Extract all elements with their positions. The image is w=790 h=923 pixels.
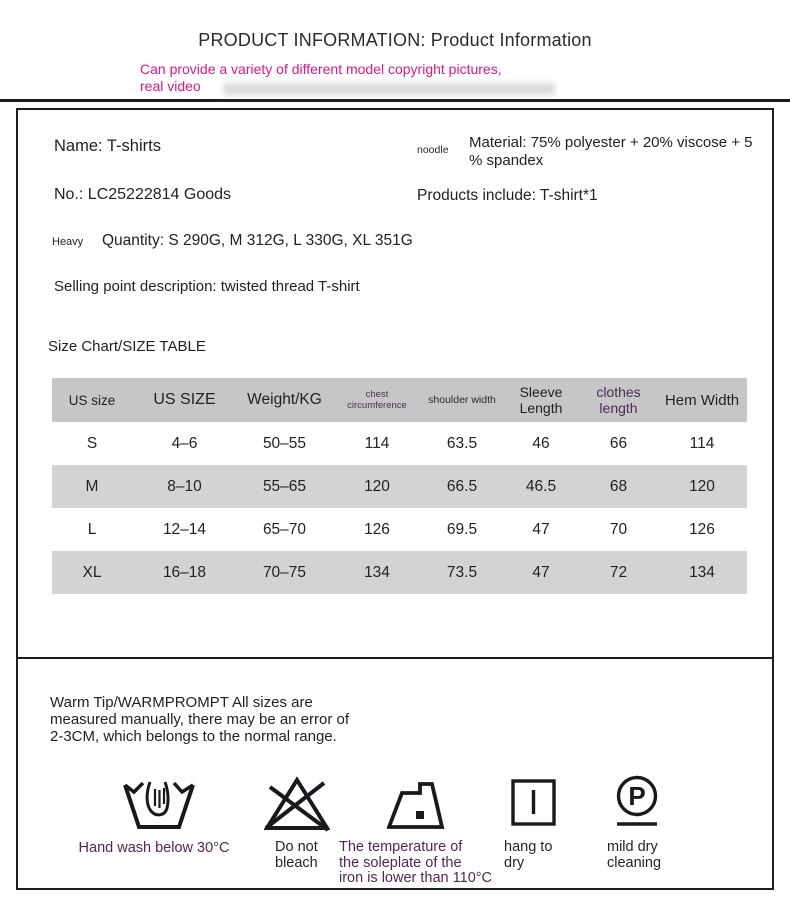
size-cell: 126 xyxy=(689,520,715,538)
size-cell: 12–14 xyxy=(162,520,207,538)
size-cell: 8–10 xyxy=(167,477,202,495)
warm-tip-text xyxy=(50,694,349,746)
heavy-note: Heavy xyxy=(52,236,84,248)
material-line-1: Material: 75% polyester + 20% viscose + 5 xyxy=(469,134,753,151)
size-cell: L xyxy=(87,520,97,538)
material-line-2: % spandex xyxy=(469,151,544,169)
col-header-chest: chest circumference xyxy=(347,389,407,411)
size-row-xl xyxy=(52,551,747,594)
noodle-note: noodle xyxy=(417,144,449,156)
size-cell: 47 xyxy=(532,520,550,538)
size-cell: S xyxy=(86,434,98,452)
size-cell: 70 xyxy=(609,520,628,538)
do-not-bleach-icon xyxy=(264,775,330,833)
product-quantity: Quantity: S 290G, M 312G, L 330G, XL 351G xyxy=(102,232,413,249)
size-cell: 47 xyxy=(532,563,550,581)
size-table xyxy=(52,378,747,594)
size-cell: 120 xyxy=(364,477,390,495)
size-cell: M xyxy=(85,477,99,495)
size-chart-title: Size Chart/SIZE TABLE xyxy=(48,338,206,355)
section-divider-line xyxy=(16,657,774,659)
size-cell: 114 xyxy=(364,434,390,452)
size-cell: 120 xyxy=(689,477,715,495)
size-cell: 134 xyxy=(689,563,715,581)
products-include: Products include: T-shirt*1 xyxy=(417,187,598,204)
hand-wash-label: Hand wash below 30°C xyxy=(78,840,230,856)
size-cell: 69.5 xyxy=(446,520,478,538)
size-cell: 16–18 xyxy=(162,563,207,581)
col-header-us-size-caps: US SIZE xyxy=(153,391,216,408)
size-cell: 73.5 xyxy=(446,563,478,581)
size-cell: XL xyxy=(82,563,102,581)
col-header-sleeve: Sleeve Length xyxy=(519,384,563,416)
size-table-header-row xyxy=(52,378,747,422)
subtitle-line-2: real video xyxy=(140,77,201,94)
col-header-hem: Hem Width xyxy=(664,391,740,409)
hang-to-dry-icon xyxy=(511,779,556,826)
warm-tip-line-1: Warm Tip/WARMPROMPT All sizes are xyxy=(50,694,313,711)
page-title: PRODUCT INFORMATION: Product Information xyxy=(198,30,592,50)
iron-max-110-label: The temperature of the soleplate of the iron is lower than 110°C xyxy=(339,839,493,886)
watermark-blur xyxy=(223,83,555,95)
selling-point: Selling point description: twisted thread T-shirt xyxy=(54,278,360,295)
col-header-clothes-length: clothes length xyxy=(596,384,641,416)
hang-to-dry-label: hang to dry xyxy=(504,839,553,871)
iron-max-110-icon xyxy=(387,781,445,830)
dry-clean-letter: P xyxy=(628,781,646,811)
col-header-us-size: US size xyxy=(68,392,116,408)
product-name: Name: T-shirts xyxy=(54,137,161,155)
dry-clean-gentle-label: mild dry cleaning xyxy=(607,839,662,871)
size-cell: 46 xyxy=(532,434,550,452)
subtitle-line-1: Can provide a variety of different model copyright pictures, xyxy=(140,61,502,77)
col-header-shoulder: shoulder width xyxy=(428,394,496,406)
col-header-weight: Weight/KG xyxy=(247,391,322,408)
size-cell: 134 xyxy=(364,563,390,581)
size-cell: 126 xyxy=(364,520,390,538)
warm-tip-line-2: measured manually, there may be an error of xyxy=(50,711,350,729)
product-material xyxy=(469,134,755,169)
size-cell: 63.5 xyxy=(446,434,478,452)
size-cell: 66.5 xyxy=(446,477,478,495)
size-cell: 70–75 xyxy=(262,563,307,581)
size-cell: 72 xyxy=(609,563,628,581)
size-cell: 65–70 xyxy=(262,520,307,538)
size-cell: 4–6 xyxy=(171,434,198,452)
size-row-l xyxy=(52,508,747,551)
product-number: No.: LC25222814 Goods xyxy=(54,186,232,203)
size-cell: 50–55 xyxy=(262,434,307,452)
size-row-s xyxy=(52,422,747,465)
hand-wash-icon xyxy=(122,773,196,831)
dry-clean-gentle-icon xyxy=(614,775,660,829)
size-row-m xyxy=(52,465,747,508)
size-cell: 68 xyxy=(609,477,628,495)
warm-tip-line-3: 2-3CM, which belongs to the normal range. xyxy=(50,728,337,746)
do-not-bleach-label: Do not bleach xyxy=(275,839,318,871)
size-cell: 46.5 xyxy=(525,477,557,495)
size-cell: 55–65 xyxy=(262,477,307,495)
content-box xyxy=(16,108,774,890)
size-cell: 114 xyxy=(689,434,715,452)
size-cell: 66 xyxy=(609,434,628,452)
top-rule-line xyxy=(0,99,790,102)
